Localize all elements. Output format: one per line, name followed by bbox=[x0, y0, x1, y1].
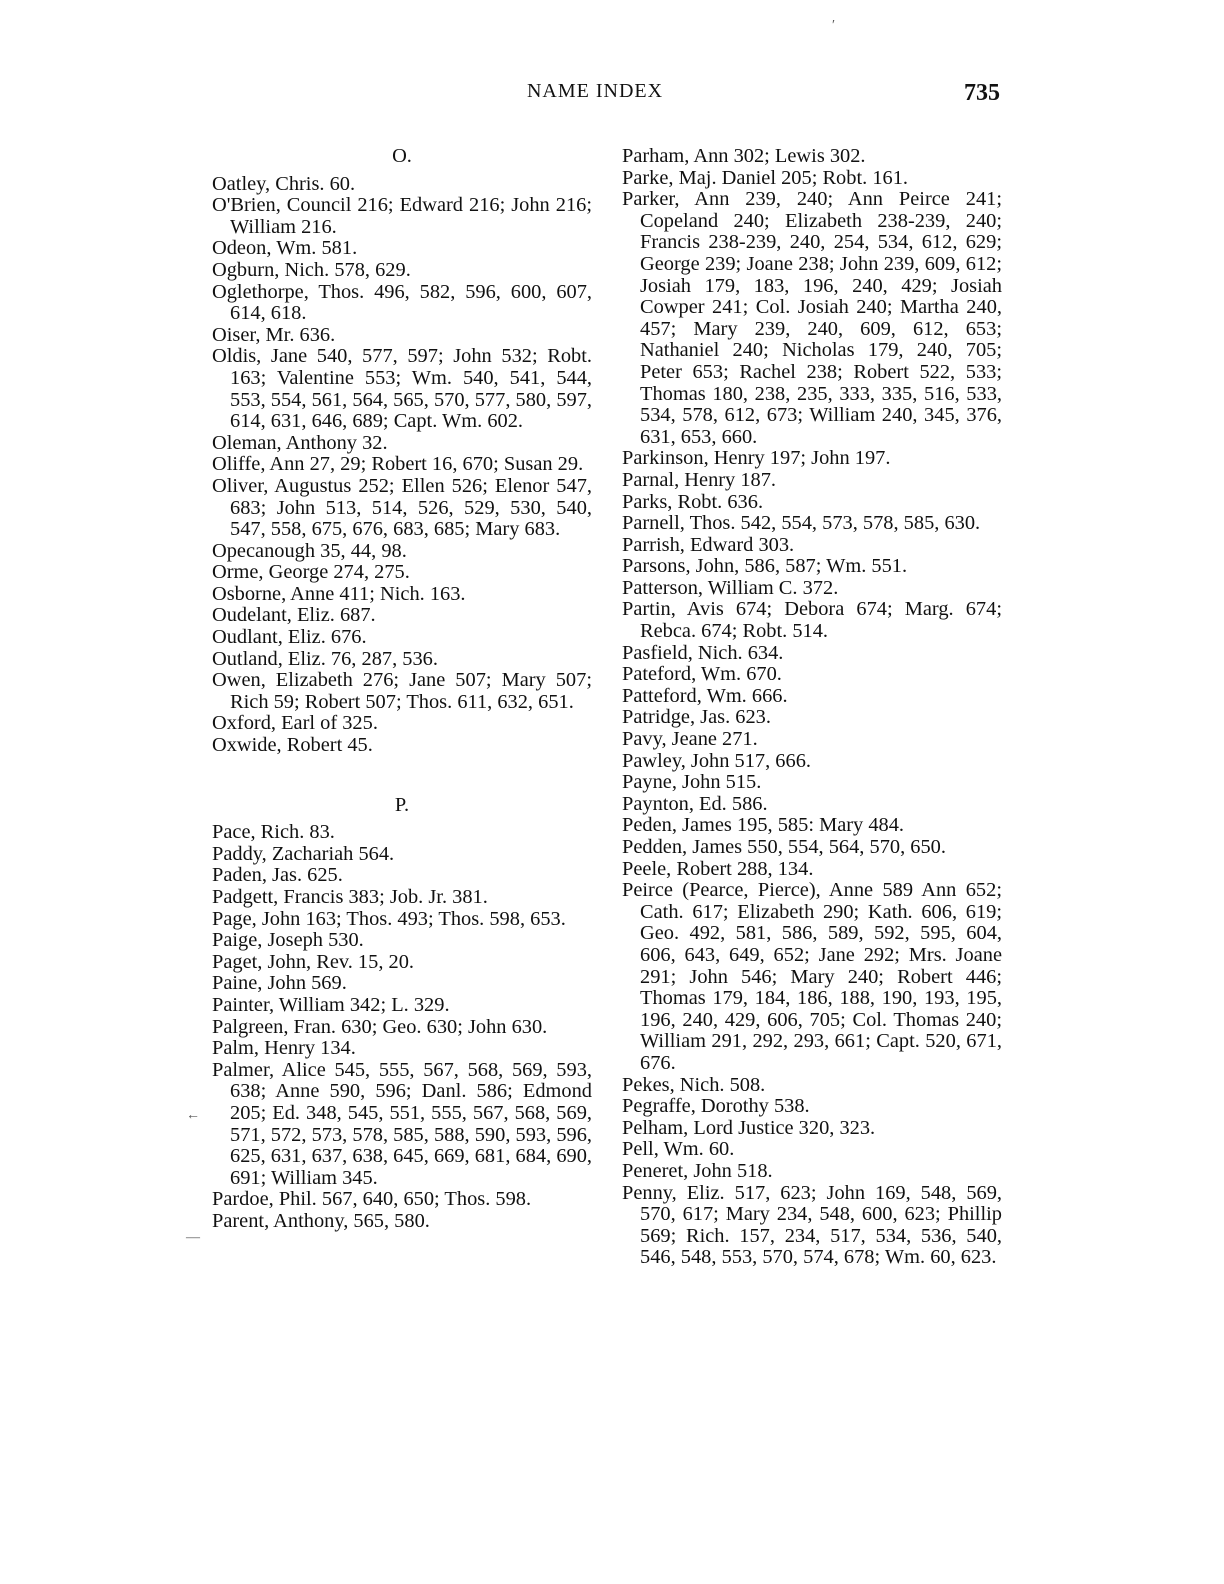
index-entry: Ogburn, Nich. 578, 629. bbox=[212, 258, 411, 281]
index-entry: Pateford, Wm. 670. bbox=[622, 663, 782, 686]
index-entry: Pedden, James 550, 554, 564, 570, 650. bbox=[622, 836, 946, 858]
index-entry: Oiser, Mr. 636. bbox=[212, 323, 336, 346]
index-entry: Pasfield, Nich. 634. bbox=[622, 641, 784, 664]
index-entry: Outland, Eliz. 76, 287, 536. bbox=[212, 647, 438, 670]
index-entry: Pace, Rich. 83. bbox=[212, 821, 335, 844]
index-entry: Oudelant, Eliz. 687. bbox=[212, 604, 376, 627]
index-entry: Parnell, Thos. 542, 554, 573, 578, 585, 630. bbox=[622, 512, 981, 535]
index-entry: Padgett, Francis 383; Job. Jr. 381. bbox=[212, 886, 488, 908]
index-entry: Paige, Joseph 530. bbox=[212, 929, 364, 952]
index-entry: Painter, William 342; L. 329. bbox=[212, 993, 450, 1016]
index-entry: Peden, James 195, 585: Mary 484. bbox=[622, 814, 905, 837]
index-entry: Orme, George 274, 275. bbox=[212, 561, 410, 584]
index-entry: Parsons, John, 586, 587; Wm. 551. bbox=[622, 555, 908, 578]
index-entry: Parnal, Henry 187. bbox=[622, 468, 777, 491]
index-entry: Paden, Jas. 625. bbox=[212, 864, 343, 887]
index-entry: Peirce (Pearce, Pierce), Anne 589 Ann 652; Cath. 617; Elizabeth 290; Kath. 606, 619; Geo. 492, 581, 586, 589, 592, 595, 604, 606, 643, 649, 652; Jane 292; Mrs. Joane 291; John 546; Mary 240; Robert 446; Thomas 179, 184, 186, 188, 190, 193, 195, 196, 240, 429, 606, 705; Col. Thomas 240; William 291, 292, 293, 661; Capt. 520, 671, 676. bbox=[622, 879, 1002, 1074]
entry-list-p-continued bbox=[622, 146, 1002, 1269]
index-entry: Pawley, John 517, 666. bbox=[622, 749, 811, 772]
index-entry: Oxwide, Robert 45. bbox=[212, 734, 373, 757]
index-entry: Parke, Maj. Daniel 205; Robt. 161. bbox=[622, 166, 908, 189]
index-entry: Pekes, Nich. 508. bbox=[622, 1073, 766, 1096]
index-entry: Pelham, Lord Justice 320, 323. bbox=[622, 1116, 876, 1139]
index-entry: Pegraffe, Dorothy 538. bbox=[622, 1095, 810, 1118]
index-entry: Page, John 163; Thos. 493; Thos. 598, 653. bbox=[212, 907, 566, 930]
index-entry: Pavy, Jeane 271. bbox=[622, 728, 758, 751]
index-entry: Pell, Wm. 60. bbox=[622, 1138, 735, 1161]
section-heading-o: O. bbox=[392, 145, 412, 167]
index-entry: Parkinson, Henry 197; John 197. bbox=[622, 447, 891, 470]
index-entry: Parent, Anthony, 565, 580. bbox=[212, 1209, 430, 1232]
index-entry: O'Brien, Council 216; Edward 216; John 216; William 216. bbox=[212, 194, 592, 238]
index-entry: Odeon, Wm. 581. bbox=[212, 237, 358, 260]
index-entry: Partin, Avis 674; Debora 674; Marg. 674; Rebca. 674; Robt. 514. bbox=[622, 598, 1002, 643]
index-entry: Parrish, Edward 303. bbox=[622, 533, 795, 556]
index-entry: Palgreen, Fran. 630; Geo. 630; John 630. bbox=[212, 1015, 548, 1038]
index-entry: Oglethorpe, Thos. 496, 582, 596, 600, 607, 614, 618. bbox=[212, 280, 592, 325]
running-title: NAME INDEX bbox=[526, 80, 664, 102]
index-entry: Pardoe, Phil. 567, 640, 650; Thos. 598. bbox=[212, 1188, 532, 1211]
index-entry: Parham, Ann 302; Lewis 302. bbox=[622, 145, 866, 167]
index-entry: Patteford, Wm. 666. bbox=[622, 684, 788, 707]
entry-list-p bbox=[212, 822, 592, 1232]
index-entry: Peele, Robert 288, 134. bbox=[622, 857, 814, 880]
page-number: 735 bbox=[964, 80, 1000, 106]
index-entry: Palmer, Alice 545, 555, 567, 568, 569, 593, 638; Anne 590, 596; Danl. 586; Edmond 205; Ed. 348, 545, 551, 555, 567, 568, 569, 571, 572, 573, 578, 585, 588, 590, 593, 596, 625, 631, 637, 638, 645, 669, 681, 684, 690, 691; William 345. bbox=[212, 1058, 592, 1189]
index-entry: Parks, Robt. 636. bbox=[622, 490, 764, 513]
index-entry: Paynton, Ed. 586. bbox=[622, 792, 768, 815]
left-column bbox=[212, 146, 592, 1233]
index-entry: Owen, Elizabeth 276; Jane 507; Mary 507; Rich 59; Robert 507; Thos. 611, 632, 651. bbox=[212, 669, 592, 713]
index-entry: Paget, John, Rev. 15, 20. bbox=[212, 950, 415, 973]
index-entry: Oudlant, Eliz. 676. bbox=[212, 626, 367, 649]
index-entry: Oxford, Earl of 325. bbox=[212, 712, 378, 735]
index-entry: Oliver, Augustus 252; Ellen 526; Elenor 547, 683; John 513, 514, 526, 529, 530, 540, 547, 558, 675, 676, 683, 685; Mary 683. bbox=[212, 474, 592, 541]
index-entry: Patterson, William C. 372. bbox=[622, 576, 839, 599]
section-heading-p: P. bbox=[394, 793, 410, 816]
index-entry: Penny, Eliz. 517, 623; John 169, 548, 569, 570, 617; Mary 234, 548, 600, 623; Phillip 569; Rich. 157, 234, 517, 534, 536, 540, 546, 548, 553, 570, 574, 678; Wm. 60, 623. bbox=[622, 1181, 1002, 1269]
index-entry: Patridge, Jas. 623. bbox=[622, 706, 771, 729]
index-entry: Osborne, Anne 411; Nich. 163. bbox=[212, 582, 466, 605]
margin-mark: — bbox=[186, 1230, 200, 1245]
index-entry: Opecanough 35, 44, 98. bbox=[212, 539, 407, 562]
entry-list-o bbox=[212, 174, 592, 757]
index-entry: Peneret, John 518. bbox=[622, 1159, 773, 1182]
index-entry: Palm, Henry 134. bbox=[212, 1037, 356, 1060]
index-entry: Oatley, Chris. 60. bbox=[212, 172, 356, 195]
index-entry: Paddy, Zachariah 564. bbox=[212, 842, 395, 865]
margin-mark: ← bbox=[186, 1108, 200, 1123]
index-entry: Oleman, Anthony 32. bbox=[212, 431, 388, 454]
right-column bbox=[622, 146, 1002, 1269]
index-entry: Paine, John 569. bbox=[212, 972, 347, 995]
index-entry: Oliffe, Ann 27, 29; Robert 16, 670; Susan 29. bbox=[212, 453, 584, 476]
index-entry: Parker, Ann 239, 240; Ann Peirce 241; Copeland 240; Elizabeth 238-239, 240; Francis 238-239, 240, 254, 534, 612, 629; George 239; Joane 238; John 239, 609, 612; Josiah 179, 183, 196, 240, 429; Josiah Cowper 241; Col. Josiah 240; Martha 240, 457; Mary 239, 240, 609, 612, 653; Nathaniel 240; Nicholas 179, 240, 705; Peter 653; Rachel 238; Robert 522, 533; Thomas 180, 238, 235, 333, 335, 516, 533, 534, 578, 612, 673; William 240, 345, 376, 631, 653, 660. bbox=[622, 188, 1002, 448]
index-entry: Payne, John 515. bbox=[622, 771, 762, 794]
index-entry: Oldis, Jane 540, 577, 597; John 532; Robt. 163; Valentine 553; Wm. 540, 541, 544, 553, 554, 561, 564, 565, 570, 577, 580, 597, 614, 631, 646, 689; Capt. Wm. 602. bbox=[212, 345, 592, 433]
ink-mark: ′ bbox=[832, 18, 836, 33]
